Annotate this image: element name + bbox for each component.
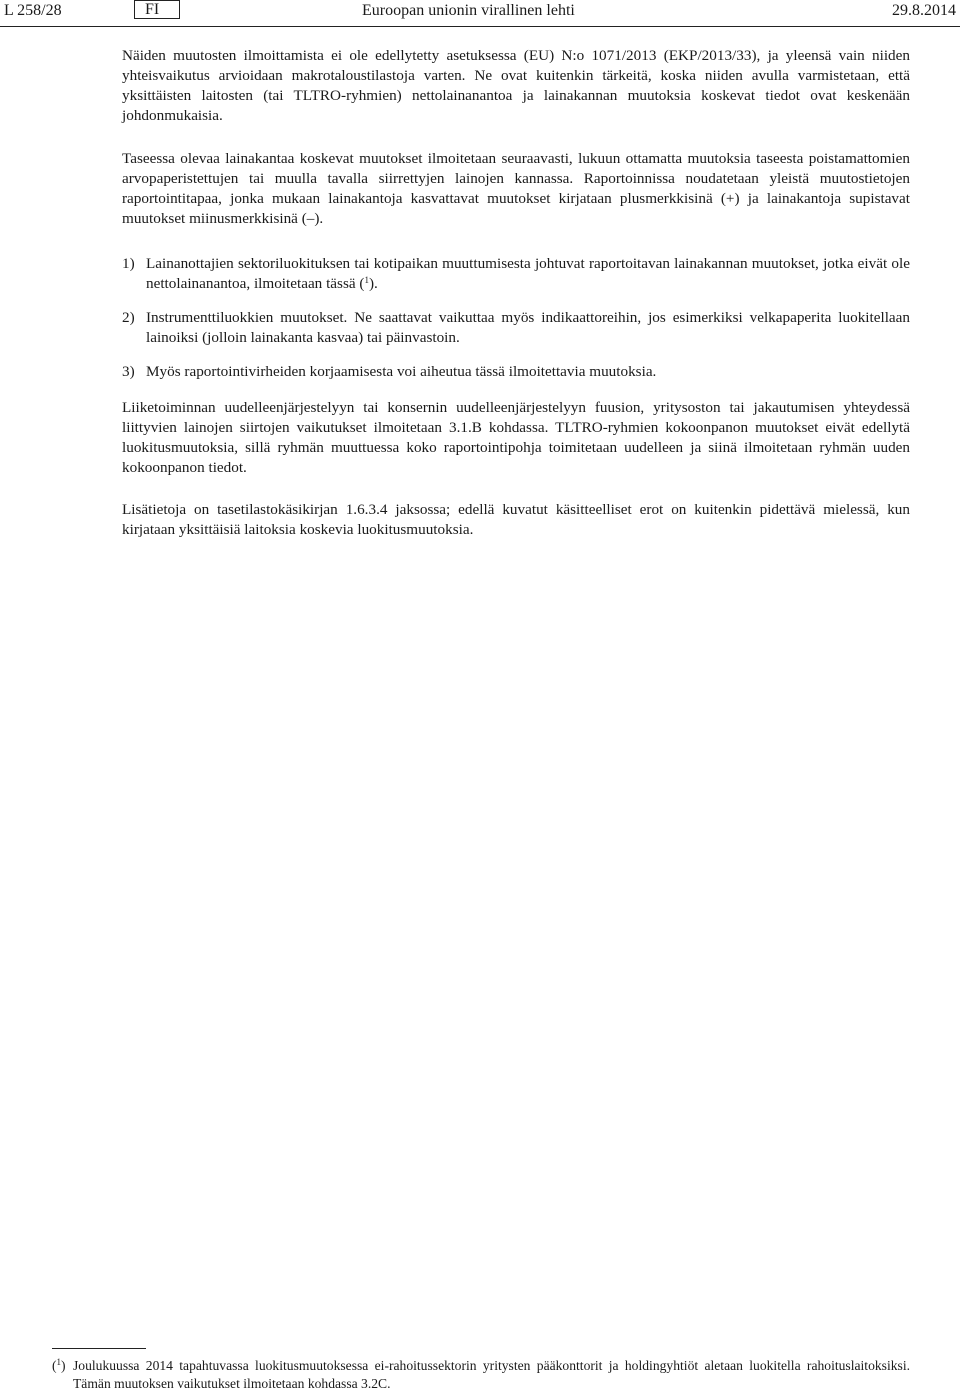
language-code-box: FI <box>134 0 180 19</box>
list-item-text: Instrumenttiluokkien muutokset. Ne saattavat vaikuttaa myös indikaattoreihin, jos esimerkiksi velkapaperita luokitellaan lainoiksi (jolloin lainakanta kasvaa) tai päinvastoin. <box>146 309 910 346</box>
footnote-text: Joulukuussa 2014 tapahtuvassa luokitusmuutoksessa ei-rahoitussektorin yritysten pääkonttorit ja holdingyhtiöt aletaan luokitella rahoituslaitoksiksi. Tämän muutoksen vaikutukset ilmoitetaan kohdassa 3.2C. <box>73 1358 910 1391</box>
list-item-number: 2) <box>122 309 135 326</box>
footnote-open-paren: ( <box>52 1358 57 1373</box>
paragraph-1: Näiden muutosten ilmoittamista ei ole edellytetty asetuksessa (EU) N:o 1071/2013 (EKP/2013/33), ja yleensä vain niiden yhteisvaikutus arvioidaan makrotaloustilastoja varten. Ne ovat kuitenkin tärkeitä, koska niiden avulla varmistetaan, että yksittäisten laitosten (tai TLTRO-ryhmien) nettolainanantoa ja lainakannan muutoksia koskevat tiedot ovat keskenään johdonmukaisia. <box>122 47 910 124</box>
footnote-divider <box>52 1348 146 1349</box>
list-item-text: Lainanottajien sektoriluokituksen tai kotipaikan muuttumisesta johtuvat raportoitavan lainakannan muutokset, jotka eivät ole nettolainanantoa, ilmoitetaan tässä ( <box>146 255 910 292</box>
footnote-close-paren: ) <box>61 1358 66 1373</box>
footnote <box>52 1357 910 1393</box>
list-item <box>122 308 910 348</box>
numbered-list <box>122 254 910 396</box>
list-item <box>122 362 910 382</box>
page-header <box>0 0 960 27</box>
list-item-number: 1) <box>122 255 135 272</box>
journal-title: Euroopan unionin virallinen lehti <box>362 2 575 19</box>
footnote-marker <box>52 1357 66 1375</box>
list-item <box>122 254 910 294</box>
page-reference: L 258/28 <box>4 2 62 19</box>
list-item-text-tail: ). <box>368 275 378 292</box>
list-item-number: 3) <box>122 363 135 380</box>
footnote-reference: 1 <box>364 275 369 285</box>
publication-date: 29.8.2014 <box>892 2 956 19</box>
paragraph-2: Taseessa olevaa lainakantaa koskevat muutokset ilmoitetaan seuraavasti, lukuun ottamatta muutoksia taseesta poistamattomien arvopaperistettujen tai muulla tavalla siirrettyjen lainojen kannassa. Raportoinnissa noudatetaan yleistä muutostietojen raportointitapaa, jonka mukaan lainakantoja kasvattavat muutokset kirjataan plusmerkkisinä (+) ja lainakantoja supistavat muutokset miinusmerkkisinä (–). <box>122 150 910 227</box>
footnote-number: 1 <box>56 1357 62 1367</box>
paragraph-4: Lisätietoja on tasetilastokäsikirjan 1.6.3.4 jaksossa; edellä kuvatut käsitteelliset erot on kuitenkin pidettävä mielessä, kun kirjataan yksittäisiä laitoksia koskevia luokitusmuutoksia. <box>122 501 910 538</box>
paragraph-3: Liiketoiminnan uudelleenjärjestelyyn tai konsernin uudelleenjärjestelyyn fuusion, yritysoston tai jakautumisen yhteydessä liittyvien lainojen siirtojen vaikutukset ilmoitetaan 3.1.B kohdassa. TLTRO-ryhmien kokoonpanon muutokset eivät edellytä luokitusmuutoksia, sillä ryhmän muuttuessa koko raportointipohja toimitetaan uudelleen ja siinä ilmoitetaan ryhmän uuden kokoonpanon tiedot. <box>122 399 910 476</box>
list-item-text: Myös raportointivirheiden korjaamisesta voi aiheutua tässä ilmoitettavia muutoksia. <box>146 363 657 380</box>
